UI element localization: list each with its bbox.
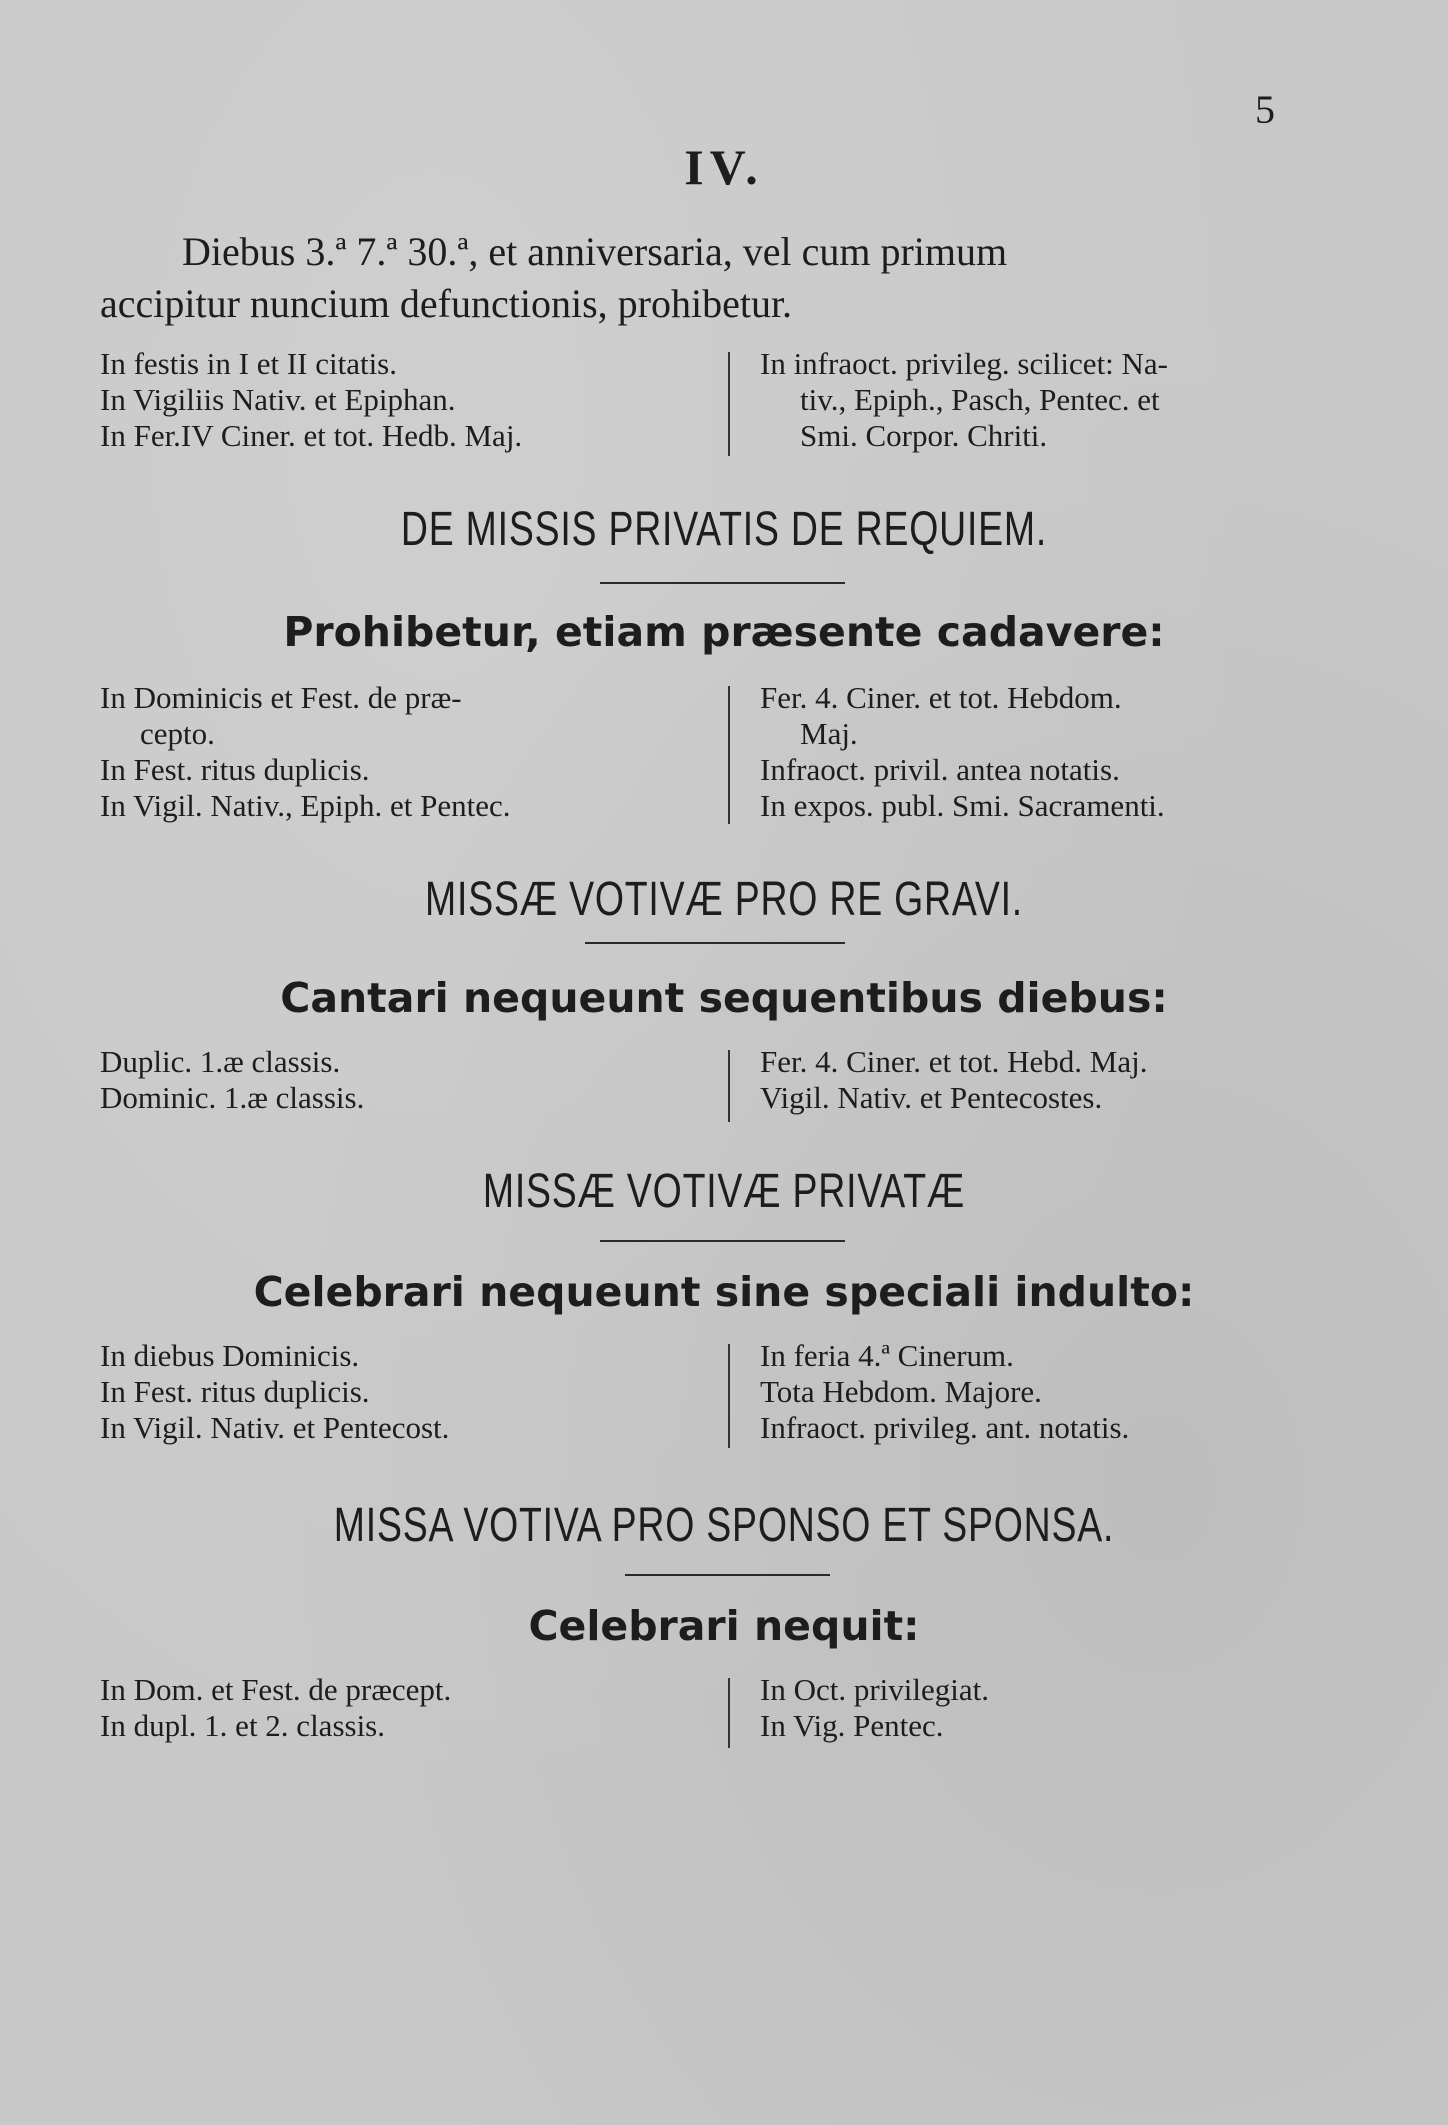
left-column (100, 1338, 705, 1446)
list-item: Smi. Corpor. Chriti. (800, 418, 1048, 453)
list-item: In expos. publ. Smi. Sacramenti. (760, 788, 1165, 823)
list-item: Maj. (800, 716, 858, 751)
requiem-subheading: Prohibetur, etiam præsente cadavere: (283, 608, 1165, 656)
intro-line: Diebus 3.ª 7.ª 30.ª, et anniversaria, vel cum primum (182, 229, 1008, 274)
list-item: Infraoct. privil. antea notatis. (760, 752, 1120, 787)
list-item: In dupl. 1. et 2. classis. (100, 1708, 385, 1743)
list-item: Fer. 4. Ciner. et tot. Hebd. Maj. (760, 1044, 1148, 1079)
column-divider (728, 1344, 730, 1448)
list-item: In diebus Dominicis. (100, 1338, 360, 1373)
column-divider (728, 1050, 730, 1122)
right-column (760, 346, 1340, 454)
list-item: In Vigil. Nativ., Epiph. et Pentec. (100, 788, 511, 823)
privatae-subheading: Celebrari nequeunt sine speciali indulto: (253, 1268, 1195, 1316)
heading-rule (585, 942, 845, 944)
list-item: In Oct. privilegiat. (760, 1672, 989, 1707)
list-item: In Dom. et Fest. de præcept. (100, 1672, 452, 1707)
column-divider (728, 1678, 730, 1748)
left-column (100, 346, 705, 454)
heading-rule (625, 1574, 830, 1576)
list-item: In Fest. ritus duplicis. (100, 1374, 370, 1409)
page-number: 5 (1255, 87, 1275, 132)
section-iv-intro (100, 226, 1340, 330)
heading-rule (600, 1240, 845, 1242)
list-item: In Dominicis et Fest. de præ- (100, 680, 462, 715)
list-item: Infraoct. privileg. ant. notatis. (760, 1410, 1130, 1445)
section-iv-title: IV. (684, 139, 764, 195)
list-item: tiv., Epiph., Pasch, Pentec. et (800, 382, 1160, 417)
list-item: In infraoct. privileg. scilicet: Na- (760, 346, 1169, 381)
left-column (100, 1672, 705, 1744)
left-column (100, 680, 705, 824)
list-item: In festis in I et II citatis. (100, 346, 397, 381)
right-column (760, 1672, 1340, 1744)
sponso-heading: MISSA VOTIVA PRO SPONSO ET SPONSA. (333, 1499, 1115, 1552)
left-column (100, 1044, 705, 1116)
column-divider (728, 352, 730, 456)
list-item: Vigil. Nativ. et Pentecostes. (760, 1080, 1103, 1115)
list-item: In Vig. Pentec. (760, 1708, 944, 1743)
right-column (760, 680, 1340, 824)
list-item: Tota Hebdom. Majore. (760, 1374, 1042, 1409)
privatae-heading: MISSÆ VOTIVÆ PRIVATÆ (482, 1165, 966, 1218)
list-item: Fer. 4. Ciner. et tot. Hebdom. (760, 680, 1122, 715)
list-item: cepto. (140, 716, 215, 751)
heading-rule (600, 582, 845, 584)
list-item: In Vigil. Nativ. et Pentecost. (100, 1410, 450, 1445)
list-item: In Fer.IV Ciner. et tot. Hedb. Maj. (100, 418, 523, 453)
column-divider (728, 686, 730, 824)
list-item: Dominic. 1.æ classis. (100, 1080, 365, 1115)
list-item: In feria 4.ª Cinerum. (760, 1338, 1014, 1373)
list-item: In Fest. ritus duplicis. (100, 752, 370, 787)
list-item: In Vigiliis Nativ. et Epiphan. (100, 382, 456, 417)
gravi-subheading: Cantari nequeunt sequentibus diebus: (280, 974, 1168, 1022)
intro-line: accipitur nuncium defunctionis, prohibetur. (100, 281, 793, 326)
right-column (760, 1044, 1340, 1116)
list-item: Duplic. 1.æ classis. (100, 1044, 341, 1079)
right-column (760, 1338, 1340, 1446)
requiem-heading: DE MISSIS PRIVATIS DE REQUIEM. (400, 503, 1048, 556)
gravi-heading: MISSÆ VOTIVÆ PRO RE GRAVI. (425, 873, 1023, 926)
sponso-subheading: Celebrari nequit: (528, 1602, 920, 1650)
